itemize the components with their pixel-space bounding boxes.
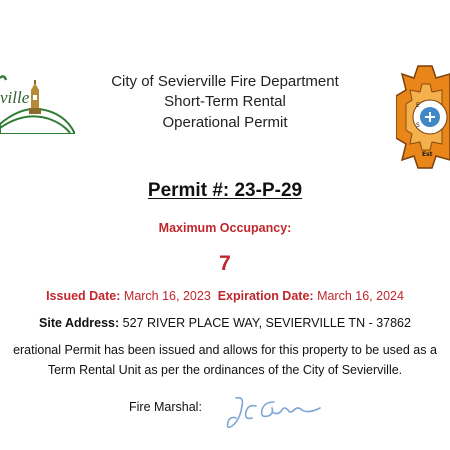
maximum-occupancy-label: Maximum Occupancy: — [158, 221, 292, 235]
permit-statement-line-2: Term Rental Unit as per the ordinances of the City of Sevierville. — [47, 363, 403, 377]
header-department: City of Sevierville Fire Department — [111, 73, 339, 90]
fire-marshal-label: Fire Marshal: — [129, 400, 202, 414]
permit-number-text: Permit #: 23-P-29 — [147, 180, 303, 201]
header-permit-title: Operational Permit — [162, 114, 288, 131]
permit-statement-line-1: erational Permit has been issued and allows for this property to be used as a — [13, 343, 437, 357]
site-address-label: Site Address: — [39, 316, 120, 330]
city-logo-text: ville — [0, 88, 30, 107]
dates-line — [0, 289, 450, 303]
issued-date-label: Issued Date: — [46, 289, 121, 303]
svg-text:E: E — [416, 102, 420, 109]
maximum-occupancy-value: 7 — [219, 252, 231, 275]
issued-date-value: March 16, 2023 — [123, 289, 211, 303]
svg-text:S: S — [416, 122, 420, 129]
permit-number — [0, 180, 450, 202]
site-address-value: 527 RIVER PLACE WAY, SEVIERVILLE TN - 37862 — [122, 316, 411, 330]
svg-text:Est: Est — [422, 151, 433, 158]
fire-marshal-signature — [222, 392, 326, 434]
expiration-date-label: Expiration Date: — [217, 289, 314, 303]
fire-department-badge-icon — [396, 62, 450, 172]
site-address — [0, 316, 450, 330]
header-permit-type: Short-Term Rental — [164, 93, 286, 110]
expiration-date-value: March 16, 2024 — [317, 289, 404, 303]
